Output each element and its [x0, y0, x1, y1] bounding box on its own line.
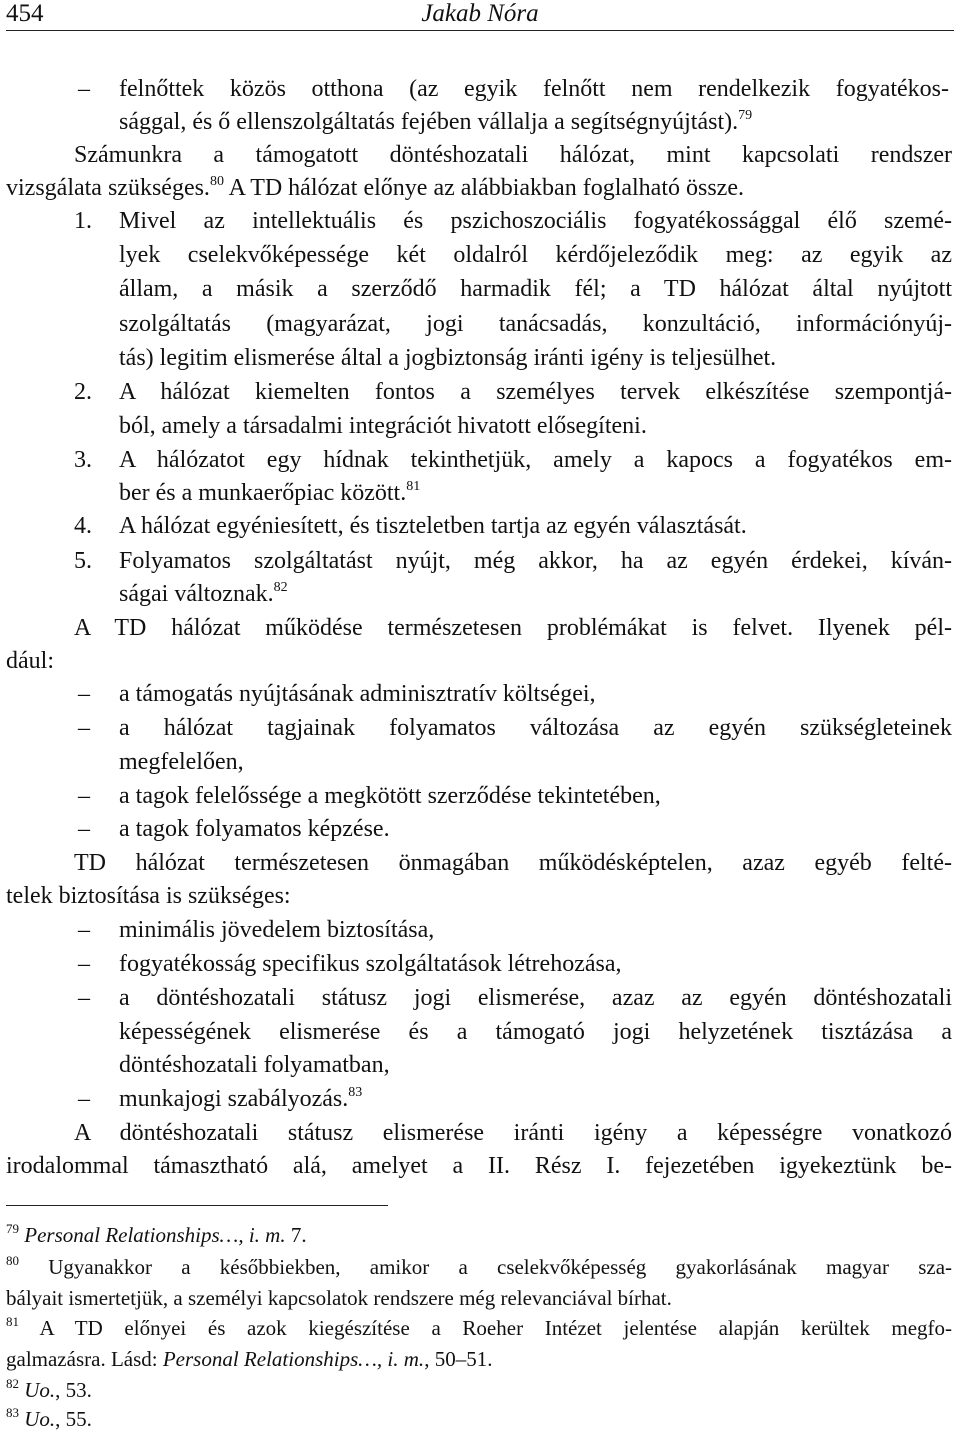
list-item-line: a döntéshozatali státusz jogi elismerése, azaz az egyén döntéshozatali — [119, 985, 952, 1011]
list-number: 4. — [74, 513, 92, 539]
list-item-line: lyek cselekvőképessége két oldalról kérdőjeleződik meg: az egyik az — [119, 242, 952, 268]
list-item-line: A hálózat kiemelten fontos a személyes tervek elkészítése szempontjá- — [119, 379, 952, 405]
paragraph-line: Számunkra a támogatott döntéshozatali hálózat, mint kapcsolati rendszer — [74, 142, 952, 168]
page-header — [6, 0, 954, 31]
footnote: $^{83}$ Uo., 55. — [6, 1405, 92, 1431]
footnote-number: 82 — [6, 1376, 19, 1391]
list-dash: – — [78, 1086, 90, 1112]
list-item-line: Folyamatos szolgáltatást nyújt, még akkor, ha az egyén érdekei, kíván- — [119, 548, 952, 574]
list-item-line: ból, amely a társadalmi integrációt hivatott elősegíteni. — [119, 413, 647, 439]
paragraph-line: telek biztosítása is szükséges: — [6, 883, 291, 909]
footnote-number: 80 — [6, 1253, 19, 1268]
list-item-line: A hálózat egyéniesített, és tiszteletben tartja az egyén választását. — [119, 513, 747, 539]
list-item-line: sággal, és ő ellenszolgáltatás fejében vállalja a segítségnyújtást).$^{79}$ — [119, 108, 753, 135]
list-item-line: minimális jövedelem biztosítása, — [119, 917, 435, 943]
list-item-line: A hálózatot egy hídnak tekinthetjük, amely a kapocs a fogyatékos em- — [119, 447, 952, 473]
footnote-ref: 83 — [348, 1085, 363, 1100]
paragraph-line: A TD hálózat működése természetesen problémákat is felvet. Ilyenek pél- — [74, 615, 952, 641]
list-item-line: Mivel az intellektuális és pszichoszociális fogyatékossággal élő szemé- — [119, 208, 952, 234]
footnote-number: 83 — [6, 1405, 19, 1420]
footnote-number: 81 — [6, 1314, 19, 1329]
footnote-ref: 82 — [273, 580, 288, 595]
list-item-line: a tagok folyamatos képzése. — [119, 816, 390, 842]
footnote-line: galmazásra. Lásd: Personal Relationships…, i. m., 50–51. — [6, 1347, 493, 1371]
list-item-line: a hálózat tagjainak folyamatos változása az egyén szükségleteinek — [119, 715, 952, 741]
footnote: $^{80}$ Ugyanakkor a későbbiekben, amikor a cselekvőképesség gyakorlásának magyar sza- — [6, 1253, 953, 1279]
list-item-line: képességének elismerése és a támogató jogi helyzetének tisztázása a — [119, 1019, 952, 1045]
list-item-line: a támogatás nyújtásának adminisztratív költségei, — [119, 681, 596, 707]
footnote-line: bályait ismertetjük, a személyi kapcsolatok rendszere még relevanciával bírhat. — [6, 1286, 672, 1310]
paragraph-line: A döntéshozatali státusz elismerése iránti igény a képességre vonatkozó — [74, 1120, 952, 1146]
list-number: 1. — [74, 208, 92, 234]
footnote-separator — [6, 1205, 388, 1206]
list-item-line: állam, a másik a szerződő harmadik fél; a TD hálózat által nyújtott — [119, 276, 952, 302]
list-dash: – — [78, 715, 90, 741]
footnote-ref: 81 — [406, 479, 421, 494]
list-item-line: tás) legitim elismerése által a jogbiztonság iránti igény is teljesülhet. — [119, 345, 777, 371]
list-item-line: szolgáltatás (magyarázat, jogi tanácsadás, konzultáció, információnyúj- — [119, 311, 952, 337]
list-dash: – — [78, 951, 90, 977]
paragraph-line: vizsgálata szükséges.$^{80}$ A TD hálózat előnye az alábbiakban foglalható össze. — [6, 174, 744, 201]
list-item-line: megfelelően, — [119, 749, 244, 775]
footnote-number: 79 — [6, 1221, 19, 1236]
list-item-line: munkajogi szabályozás.$^{83}$ — [119, 1085, 363, 1112]
paragraph-line: irodalommal támasztható alá, amelyet a II. Rész I. fejezetében igyekeztünk be- — [6, 1153, 952, 1179]
list-number: 3. — [74, 447, 92, 473]
list-dash: – — [78, 783, 90, 809]
list-number: 5. — [74, 548, 92, 574]
list-dash: – — [78, 681, 90, 707]
footnote-ref: 79 — [738, 108, 753, 123]
list-item-line: döntéshozatali folyamatban, — [119, 1052, 390, 1078]
list-item-line: fogyatékosság specifikus szolgáltatások létrehozása, — [119, 951, 622, 977]
list-item-line: ber és a munkaerőpiac között.$^{81}$ — [119, 479, 421, 506]
list-item-line: ságai változnak.$^{82}$ — [119, 580, 288, 607]
page-number: 454 — [6, 0, 44, 27]
list-dash: – — [78, 76, 90, 102]
footnote: $^{82}$ Uo., 53. — [6, 1376, 92, 1402]
running-title: Jakab Nóra — [421, 0, 539, 27]
list-item-line: a tagok felelőssége a megkötött szerződése tekintetében, — [119, 783, 661, 809]
list-dash: – — [78, 917, 90, 943]
paragraph-line: TD hálózat természetesen önmagában működésképtelen, azaz egyéb felté- — [74, 850, 952, 876]
list-number: 2. — [74, 379, 92, 405]
footnote: $^{81}$ A TD előnyei és azok kiegészítése a Roeher Intézet jelentése alapján kerültek megfo- — [6, 1314, 953, 1340]
list-item-line: felnőttek közös otthona (az egyik felnőtt nem rendelkezik fogyatékos- — [119, 76, 949, 102]
footnote: $^{79}$ Personal Relationships…, i. m. 7. — [6, 1221, 307, 1247]
list-dash: – — [78, 816, 90, 842]
paragraph-line: dául: — [6, 648, 54, 674]
footnote-ref: 80 — [209, 174, 224, 189]
list-dash: – — [78, 985, 90, 1011]
